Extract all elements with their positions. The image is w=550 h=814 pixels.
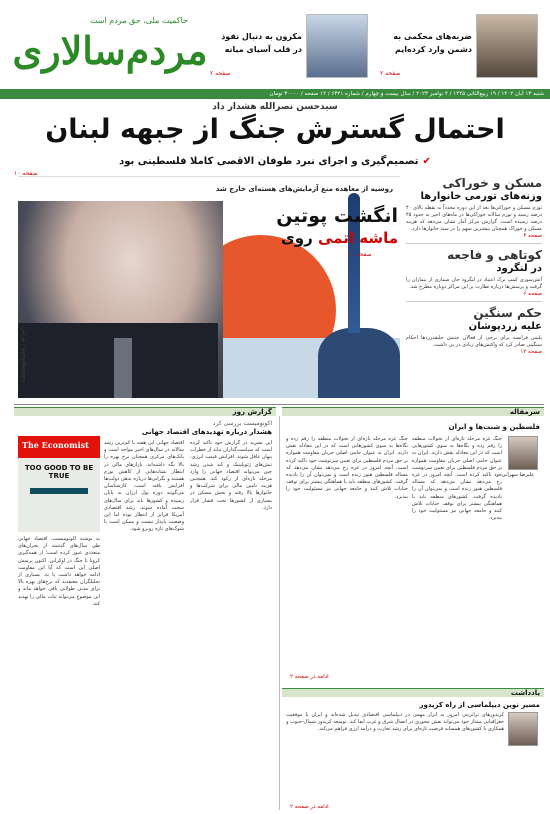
masthead-teaser-macron[interactable]: [210, 14, 370, 84]
report-column-2: این نشریه در گزارش خود تاکید کرده است که سیاست‌گذاران نباید از خطرات پنهان غافل شوند. افزایش قیمت انرژی، تنش‌های ژئوپلیتیک و کند شدن رشد چین می‌تواند اقتصاد جهانی را وارد مرحله تازه‌ای از رکود کند. همچنین هزینه تامین مالی برای شرکت‌ها و خانوارها بالا رفته و بخش مسکن در بسیاری از کشورها تحت فشار قرار دارد.: [190, 440, 272, 511]
column-rule: [279, 416, 280, 810]
report-kicker: اکونومیست بررسی کرد: [212, 420, 272, 427]
section-rule: [14, 404, 544, 405]
note-author-photo: [508, 712, 538, 746]
side-story-heading: کوتاهی و فاجعه: [447, 248, 542, 262]
hero-illustration[interactable]: [18, 176, 400, 398]
hero-title-line1: انگشت پوتین: [276, 205, 398, 227]
note-section-bar: یادداشت: [282, 688, 544, 697]
side-story-2[interactable]: [406, 248, 542, 297]
check-icon: ✔: [422, 156, 431, 167]
magazine-label: The Economist: [22, 440, 89, 450]
masthead-teaser-commander[interactable]: [380, 14, 540, 84]
lead-ref: صفحه ۱۰: [14, 170, 38, 177]
logo-tagline: حاکمیت ملی، حق مردم است: [89, 16, 188, 25]
macron-photo: [306, 14, 368, 78]
side-story-heading: حکم سنگین: [473, 306, 542, 320]
side-story-ref: صفحه ۶: [523, 291, 542, 297]
teaser-text: مکرون به دنبال نفوذ در قلب آسیای میانه: [221, 32, 302, 54]
teaser-ref: صفحه ۲: [210, 70, 231, 77]
lead-subhead: [0, 156, 550, 167]
logo-title: مردم‌سالاری: [12, 28, 208, 73]
report-title: هشدار درباره تهدیدهای اقتصاد جهانی: [141, 428, 272, 436]
hero-title-pre: روی: [281, 229, 313, 247]
divider: [406, 301, 542, 302]
side-story-subheading: وزنه‌های تورمی خانوارها: [420, 191, 542, 202]
editorial-section-bar: سرمقاله: [282, 407, 544, 416]
hero-credit: Getty/Reuters / طراحی: [20, 327, 26, 382]
editorial-article[interactable]: [286, 422, 540, 432]
report-column-1: اقتصاد جهانی این هفته با کم‌ترین رشد سالانه در سال‌های اخیر مواجه است و بانک‌های مرکزی همچنان نرخ بهره را بالا نگه داشته‌اند. بازارهای مالی در انتظار نشانه‌هایی از کاهش تورم هستند و نگرانی‌ها درباره بدهی دولت‌ها افزایش یافته است. کارشناسان می‌گویند دوره پول ارزان به پایان رسیده و کشورها باید برای سال‌های سخت آماده شوند. رشد اقتصادی آمریکا فراتر از انتظار بوده اما این وضعیت پایدار نیست و ممکن است با شوک‌های تازه روبرو شود.: [104, 440, 184, 533]
report-column-3: به نوشته اکونومیست، اقتصاد جهانی طی سال‌های گذشته از بحران‌های متعددی عبور کرده است؛ از همه‌گیری کرونا تا جنگ در اوکراین. اکنون پرسش اصلی این است که آیا این مقاومت ادامه خواهد داشت یا نه. بسیاری از تحلیلگران معتقدند که نرخ‌های بهره بالا برای مدتی طولانی باقی خواهد ماند و این موضوع می‌تواند ثبات مالی را تهدید کند.: [18, 536, 100, 607]
editorial-author: علیرضا سهرابی: [501, 472, 535, 478]
lead-subhead-text: تصمیم‌گیری و اجرای نبرد طوفان الاقصی کاملا فلسطینی بود: [119, 156, 419, 167]
lead-kicker: سیدحسن نصرالله هشدار داد: [212, 102, 338, 112]
hero-title-line2: [228, 229, 398, 247]
report-article[interactable]: [18, 420, 272, 437]
lead-headline[interactable]: احتمال گسترش جنگ از جبهه لبنان: [45, 114, 505, 145]
editorial-title: فلسطین و شنت‌ها و ایران: [448, 423, 540, 431]
report-section-bar: گزارش روز: [14, 407, 276, 416]
side-story-subheading: علیه زردپوشان: [468, 321, 542, 332]
side-story-body: تورم مسکن و خوراکی‌ها بعد از این دوره مجدداً به نقطه بالای ۴۰ درصد رسید و تورم سالانه خوراکی‌ها در ماه‌های اخیر به حدود ۴۵ درصد رسیده است. گزارش مرکز آمار نشان می‌دهد که هزینه مسکن و خوراک همچنان بیشترین سهم را در سبد خانوارها دارد.: [406, 205, 542, 232]
date-issue-bar: شنبه ۱۳ آبان ۱۴۰۲ / ۱۹ ربیع‌الثانی ۱۴۴۵ / ۴ نوامبر ۲۰۲۳ / سال بیست و چهارم / شماره ۶۳۲۱ / ۱۲ صفحه / ۳۰۰۰۰ تومان: [0, 89, 550, 99]
side-story-heading: مسکن و خوراکی: [442, 176, 542, 190]
note-body: کریدورهای ترانزیتی امروز به ابزار مهمی در دیپلماسی اقتصادی تبدیل شده‌اند و ایران با موقعیت جغرافیایی ممتاز خود می‌تواند نقش محوری در اتصال شرق و غرب ایفا کند. توسعه کریدور شمال-جنوب و همکاری با کشورهای همسایه فرصت تازه‌ای برای رشد تجارت و درآمد ارزی فراهم می‌کند.: [286, 712, 504, 733]
side-column: [406, 176, 542, 355]
bridge-graphic: [30, 488, 88, 524]
side-story-body: پلیس فرانسه برای برخی از فعالان جنبش جلیقه‌زردها احکام سنگینی صادر کرد که واکنش‌های زیادی در پی داشت.: [406, 335, 542, 348]
side-story-1[interactable]: [406, 176, 542, 239]
teaser-ref: صفحه ۲: [380, 70, 401, 77]
editorial-ref: ادامه در صفحه ۲: [290, 674, 329, 680]
side-story-subheading: در لنگرود: [496, 263, 542, 274]
side-story-body: آتش‌سوزی کمپ ترک اعتیاد در لنگرود جان شماری از بیماران را گرفت و پرسش‌ها درباره نظارت بر این مراکز دوباره مطرح شد.: [406, 277, 542, 290]
hero-ref: صفحه ۱۰: [348, 251, 372, 258]
divider: [406, 243, 542, 244]
magazine-title: TOO GOOD TO BE TRUE: [24, 464, 94, 480]
newspaper-logo[interactable]: [12, 10, 208, 84]
launch-smoke-graphic: [318, 328, 400, 398]
side-story-ref: صفحه ۱۲: [520, 349, 542, 355]
note-title[interactable]: مسیر نوین دیپلماسی از راه کریدور: [419, 701, 540, 709]
editorial-author-photo: [508, 436, 538, 470]
commander-photo: [476, 14, 538, 78]
editorial-column-2: جنگ غزه مرحله تازه‌ای از تحولات منطقه را رقم زده و نگاه‌ها به سوی کشورهایی است که در این معادله نقش دارند. ایران به عنوان حامی اصلی جریان مقاومت همواره بر حق مردم فلسطین برای تعیین سرنوشت خود تاکید کرده است. آنچه امروز در غزه رخ می‌دهد نشان می‌دهد که مساله فلسطین هنوز زنده است و نمی‌توان آن را نادیده گرفت. کشورهای منطقه باید با هماهنگی بیشتر برای توقف جنایات تلاش کنند و جامعه جهانی نیز مسئولیت خود را بپذیرد.: [286, 436, 408, 500]
note-ref: ادامه در صفحه ۲: [290, 804, 329, 810]
teaser-text: ضربه‌های محکمی به دشمن وارد کرده‌ایم: [393, 32, 472, 54]
side-story-3[interactable]: [406, 306, 542, 355]
hero-kicker: روسیه از معاهده منع آزمایش‌های هسته‌ای خارج شد: [215, 185, 393, 193]
portrait-tie: [114, 338, 132, 398]
economist-cover: [18, 436, 100, 532]
hero-title-red: ماشه اتمی: [318, 229, 398, 247]
side-story-ref: صفحه ۴: [523, 233, 542, 239]
editorial-column-1: جنگ غزه مرحله تازه‌ای از تحولات منطقه را رقم زده و نگاه‌ها به سوی کشورهایی است که در این معادله نقش دارند. ایران به عنوان حامی اصلی جریان مقاومت همواره بر حق مردم فلسطین برای تعیین سرنوشت خود تاکید کرده است. آنچه امروز در غزه رخ می‌دهد نشان می‌دهد که مساله فلسطین هنوز زنده است و نمی‌توان آن را نادیده گرفت. کشورهای منطقه باید با هماهنگی بیشتر برای توقف جنایات تلاش کنند و جامعه جهانی نیز مسئولیت خود را بپذیرد.: [412, 436, 502, 522]
